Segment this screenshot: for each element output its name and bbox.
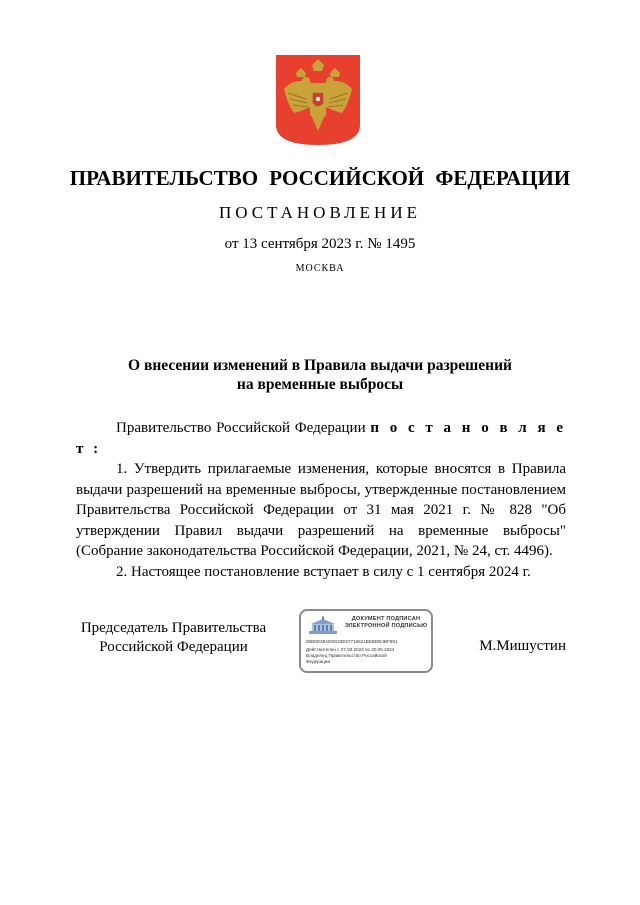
stamp-serial: 00B0D38AE6D33E67719621BEBDB4BF991	[306, 639, 398, 644]
coat-of-arms-emblem	[276, 55, 360, 145]
subject-line-1: О внесении изменений в Правила выдачи разрешений	[128, 357, 512, 374]
document-subject	[0, 356, 640, 394]
item-2-paragraph: 2. Настоящее постановление вступает в силу с 1 сентября 2024 г.	[116, 563, 531, 580]
stamp-owner-line-1: Владелец Правительство Российской	[306, 653, 387, 658]
stamp-validity: Действителен с 07.03.2023 по 30.05.2024	[306, 647, 395, 652]
government-building-icon	[307, 616, 339, 636]
document-body	[76, 418, 566, 582]
document-date-number: от 13 сентября 2023 г. № 1495	[224, 236, 416, 252]
electronic-signature-stamp	[299, 609, 433, 673]
signatory-position	[76, 619, 271, 657]
stamp-title-line-1: ДОКУМЕНТ ПОДПИСАН	[351, 616, 421, 622]
government-title: ПРАВИТЕЛЬСТВО РОССИЙСКОЙ ФЕДЕРАЦИИ	[69, 166, 571, 190]
stamp-owner-line-2: Федерации	[306, 659, 331, 664]
stamp-title-line-2: ЭЛЕКТРОННОЙ ПОДПИСЬЮ	[344, 623, 428, 629]
item-1-paragraph: 1. Утвердить прилагаемые изменения, которые вносятся в Правила выдачи разрешений на временные выбросы, утвержденные постановлением Правительства Российской Федерации от 31 мая 2021 г. № 828 "Об утверждении Правил выдачи разрешений на временные выбросы" (Собрание законодательства Российской Федерации, 2021, № 24, ст. 4496).	[76, 461, 566, 559]
signatory-position-line-1: Председатель Правительства	[80, 620, 267, 636]
document-city: МОСКВА	[295, 263, 345, 274]
intro-decree-word: п о с т а н о в л я е т :	[76, 420, 566, 457]
intro-paragraph	[76, 418, 566, 459]
document-type: ПОСТАНОВЛЕНИЕ	[218, 203, 421, 222]
subject-line-2: на временные выбросы	[236, 376, 404, 393]
intro-text: Правительство Российской Федерации	[116, 420, 366, 436]
signatory-position-line-2: Российской Федерации	[99, 639, 248, 655]
signatory-name: М.Мишустин	[479, 638, 566, 654]
stamp-title	[341, 616, 431, 630]
